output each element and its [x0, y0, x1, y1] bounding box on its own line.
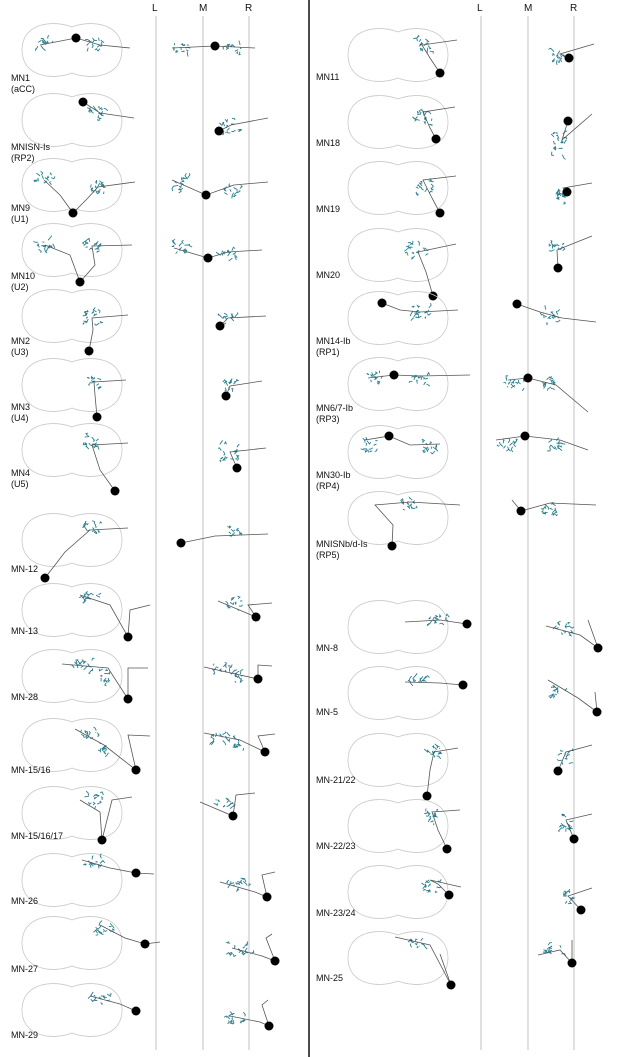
cell-body: [443, 845, 452, 854]
neuron-alias: (aCC): [11, 84, 35, 94]
neuron-label: [11, 831, 63, 842]
cell-body: [124, 695, 133, 704]
dendrite-arbor: [230, 670, 243, 683]
cell-body: [252, 613, 261, 622]
cell-body: [564, 117, 573, 126]
dendrite-arbor: [172, 239, 192, 254]
cell-body: [436, 69, 445, 78]
dendrite-arbor: [83, 521, 102, 534]
axon: [405, 682, 463, 685]
cell-body: [132, 1007, 141, 1016]
dendrite-arbor: [83, 433, 99, 450]
neuron-label: [316, 841, 356, 852]
cell-body: [388, 542, 397, 551]
axon: [558, 745, 592, 771]
neuron-name: MNISNb/d-Is: [316, 539, 368, 549]
axis-label-r: R: [245, 3, 253, 14]
neuron-label: [316, 707, 338, 718]
cell-body: [124, 633, 133, 642]
dendrite-arbor: [79, 592, 101, 603]
neuron-label: [11, 692, 38, 703]
cell-body: [459, 681, 468, 690]
axon: [45, 528, 128, 578]
neuron-name: MNISN-Is: [11, 142, 50, 152]
neuron-label: [316, 403, 353, 425]
cell-body: [521, 432, 530, 441]
neuron-label: [316, 775, 356, 786]
cell-body: [79, 98, 88, 107]
vnc-outline: [22, 917, 122, 970]
dendrite-arbor: [225, 596, 242, 611]
vnc-outline: [348, 358, 448, 411]
dendrite-arbor: [543, 943, 566, 956]
axon: [89, 315, 128, 351]
dendrite-arbor: [85, 38, 104, 52]
neuron-name: MN-15/16: [11, 765, 51, 775]
cell-body: [93, 413, 102, 422]
dendrite-arbor: [541, 502, 558, 515]
cell-body: [563, 188, 572, 197]
cell-body: [436, 209, 445, 218]
axon: [100, 925, 160, 944]
dendrite-arbor: [227, 878, 251, 891]
cell-body: [513, 300, 522, 309]
neuron-name: MN-22/23: [316, 841, 356, 851]
vnc-outline: [348, 932, 448, 985]
vnc-outline: [22, 224, 122, 277]
vnc-outline: [22, 94, 122, 147]
cell-body: [517, 507, 526, 516]
neuron-name: MN20: [316, 270, 341, 280]
vnc-outline: [348, 800, 448, 853]
neuron-name: MN-29: [11, 1030, 39, 1040]
axon: [548, 680, 597, 712]
cell-body: [215, 127, 224, 136]
dendrite-arbor: [174, 43, 191, 56]
neuron-name: MN4: [11, 468, 31, 478]
neuron-label: [11, 402, 30, 424]
cell-body: [111, 487, 120, 496]
neuron-name: MN-23/24: [316, 908, 356, 918]
neuron-name: MN14-Ib: [316, 336, 351, 346]
axis-label-l: L: [477, 3, 483, 14]
cell-body: [254, 675, 263, 684]
neuron-name: MN-13: [11, 626, 39, 636]
neuron-name: MN-25: [316, 973, 344, 983]
axon: [200, 793, 255, 816]
axon: [80, 797, 132, 840]
neuron-label: [11, 765, 51, 776]
neuron-label: [316, 138, 340, 149]
dendrite-arbor: [549, 48, 565, 65]
neuron-name: MN10: [11, 271, 36, 281]
neuron-name: MN3: [11, 402, 31, 412]
cell-body: [202, 191, 211, 200]
vnc-outline: [22, 159, 122, 212]
axon: [181, 534, 268, 543]
neuron-label: [11, 564, 38, 575]
cell-body: [261, 748, 270, 757]
axon: [220, 316, 266, 326]
dendrite-arbor: [504, 376, 525, 391]
dendrite-arbor: [413, 109, 433, 125]
dendrite-arbor: [33, 236, 54, 254]
neuron-name: MN30-Ib: [316, 470, 351, 480]
dendrite-arbor: [233, 736, 244, 751]
neuron-name: MN-28: [11, 692, 39, 702]
cell-body: [390, 371, 399, 380]
dendrite-arbor: [87, 106, 108, 121]
neuron-alias: (RP5): [316, 550, 340, 560]
neuron-alias: (U2): [11, 282, 29, 292]
cell-body: [141, 940, 150, 949]
neuron-label: [11, 142, 50, 164]
axon: [44, 180, 135, 213]
neuron-alias: (U4): [11, 413, 29, 423]
neuron-alias: (RP2): [11, 153, 35, 163]
axis-label-m: M: [199, 3, 208, 14]
neuron-name: MN9: [11, 203, 31, 213]
axon: [90, 996, 136, 1011]
dendrite-arbor: [404, 241, 428, 259]
axon: [82, 860, 154, 874]
cell-body: [204, 254, 213, 263]
vnc-outline: [348, 229, 448, 282]
vnc-outline: [348, 492, 448, 545]
neuron-name: MN6/7-Ib: [316, 403, 354, 413]
dendrite-arbor: [88, 992, 112, 1004]
cell-body: [211, 42, 220, 51]
dendrite-arbor: [540, 305, 560, 325]
cell-body: [445, 891, 454, 900]
cell-body: [76, 278, 85, 287]
dendrite-arbor: [224, 1012, 245, 1024]
neuron-label: [11, 203, 30, 225]
dendrite-arbor: [422, 879, 442, 892]
cell-body: [222, 392, 231, 401]
neuron-alias: (RP3): [316, 414, 340, 424]
neuron-name: MN1: [11, 73, 31, 83]
dendrite-arbor: [172, 173, 190, 193]
cell-body: [177, 539, 186, 548]
cell-body: [98, 836, 107, 845]
cell-body: [594, 644, 603, 653]
axon: [232, 934, 275, 961]
cell-body: [72, 34, 81, 43]
cell-body: [271, 957, 280, 966]
vnc-outline: [348, 667, 448, 720]
cell-body: [463, 620, 472, 629]
dendrite-arbor: [226, 941, 253, 956]
dendrite-arbor: [551, 131, 567, 160]
dendrite-arbor: [214, 798, 235, 809]
neuron-label: [316, 270, 340, 281]
dendrite-arbor: [34, 171, 55, 184]
vnc-outline: [22, 359, 122, 412]
neuron-label: [316, 204, 340, 215]
cell-body: [69, 209, 78, 218]
neuron-name: MN-27: [11, 964, 39, 974]
dendrite-arbor: [401, 498, 418, 510]
vnc-outline: [348, 601, 448, 654]
neuron-name: MN19: [316, 204, 341, 214]
cell-body: [233, 464, 242, 473]
vnc-outline: [348, 734, 448, 787]
neuron-name: MN-8: [316, 643, 338, 653]
cell-body: [378, 299, 387, 308]
cell-body: [229, 812, 238, 821]
axon: [546, 620, 598, 648]
neuron-alias: (RP4): [316, 481, 340, 491]
vnc-outline: [22, 984, 122, 1037]
cell-body: [432, 135, 441, 144]
cell-body: [568, 959, 577, 968]
vnc-outline: [348, 426, 448, 479]
vnc-outline: [22, 514, 122, 567]
cell-body: [447, 981, 456, 990]
cell-body: [570, 835, 579, 844]
cell-body: [132, 869, 141, 878]
dendrite-arbor: [497, 438, 518, 452]
neuron-name: MN11: [316, 72, 340, 82]
cell-body: [554, 767, 563, 776]
dendrite-arbor: [408, 673, 430, 685]
cell-body: [85, 347, 94, 356]
vnc-outline: [22, 24, 122, 77]
dendrite-arbor: [223, 41, 241, 55]
cell-body: [593, 708, 602, 717]
vnc-outline: [22, 424, 122, 477]
axon: [219, 118, 268, 131]
neuron-alias: (U5): [11, 479, 29, 489]
neuron-label: [316, 470, 351, 492]
axon: [422, 40, 457, 73]
neuron-label: [316, 72, 339, 83]
neuron-label: [11, 271, 35, 293]
neuron-name: MN-15/16/17: [11, 831, 64, 841]
neuron-name: MN-12: [11, 564, 39, 574]
cell-body: [132, 766, 141, 775]
axon: [218, 601, 272, 617]
neuron-label: [11, 896, 38, 907]
neuron-label: [11, 964, 38, 975]
vnc-outline: [348, 162, 448, 215]
cell-body: [385, 432, 394, 441]
axon: [230, 1000, 269, 1026]
axon: [92, 443, 128, 491]
neuron-name: MN-5: [316, 707, 338, 717]
neuron-name: MN18: [316, 138, 341, 148]
axon: [80, 595, 150, 637]
neuron-label: [11, 1030, 38, 1041]
axon: [418, 244, 456, 296]
neuron-label: [11, 626, 38, 637]
cell-body: [524, 374, 533, 383]
neuron-label: [316, 336, 351, 358]
neuron-label: [316, 908, 356, 919]
dendrite-arbor: [549, 240, 565, 251]
neuron-alias: (RP1): [316, 347, 340, 357]
vnc-outline: [348, 866, 448, 919]
axon: [557, 236, 592, 268]
neuron-label: [316, 643, 338, 654]
axon: [75, 729, 150, 770]
neuron-name: MN-21/22: [316, 775, 356, 785]
axon: [538, 940, 572, 963]
dendrite-arbor: [422, 439, 438, 454]
axon: [427, 748, 458, 796]
neuron-label: [11, 468, 30, 490]
dendrite-arbor: [83, 238, 101, 252]
axon: [172, 180, 268, 195]
neuron-alias: (U1): [11, 214, 29, 224]
axon: [94, 380, 126, 417]
neuron-label: [11, 336, 30, 358]
dendrite-arbor: [93, 921, 114, 936]
cell-body: [423, 792, 432, 801]
cell-body: [263, 893, 272, 902]
cell-body: [565, 54, 574, 63]
dendrite-arbor: [85, 791, 104, 809]
axis-label-m: M: [524, 3, 533, 14]
vnc-outline: [22, 719, 122, 772]
cell-body: [265, 1022, 274, 1031]
dendrite-arbor: [416, 178, 434, 195]
vnc-outline: [22, 290, 122, 343]
dendrite-arbor: [99, 669, 110, 686]
neuron-name: MN2: [11, 336, 31, 346]
cell-body: [577, 906, 586, 915]
neuron-label: [11, 73, 35, 95]
dendrite-arbor: [559, 814, 574, 832]
dendrite-arbor: [409, 373, 430, 387]
axis-label-l: L: [152, 3, 158, 14]
vnc-outline: [348, 29, 448, 82]
neuron-label: [316, 539, 368, 561]
neuron-alias: (U3): [11, 347, 29, 357]
neuron-label: [316, 973, 343, 984]
neuron-name: MN-26: [11, 896, 39, 906]
axis-label-r: R: [570, 3, 578, 14]
dendrite-arbor: [549, 685, 567, 698]
cell-body: [41, 574, 50, 583]
cell-body: [216, 322, 225, 331]
dendrite-arbor: [216, 247, 237, 261]
cell-body: [554, 264, 563, 273]
